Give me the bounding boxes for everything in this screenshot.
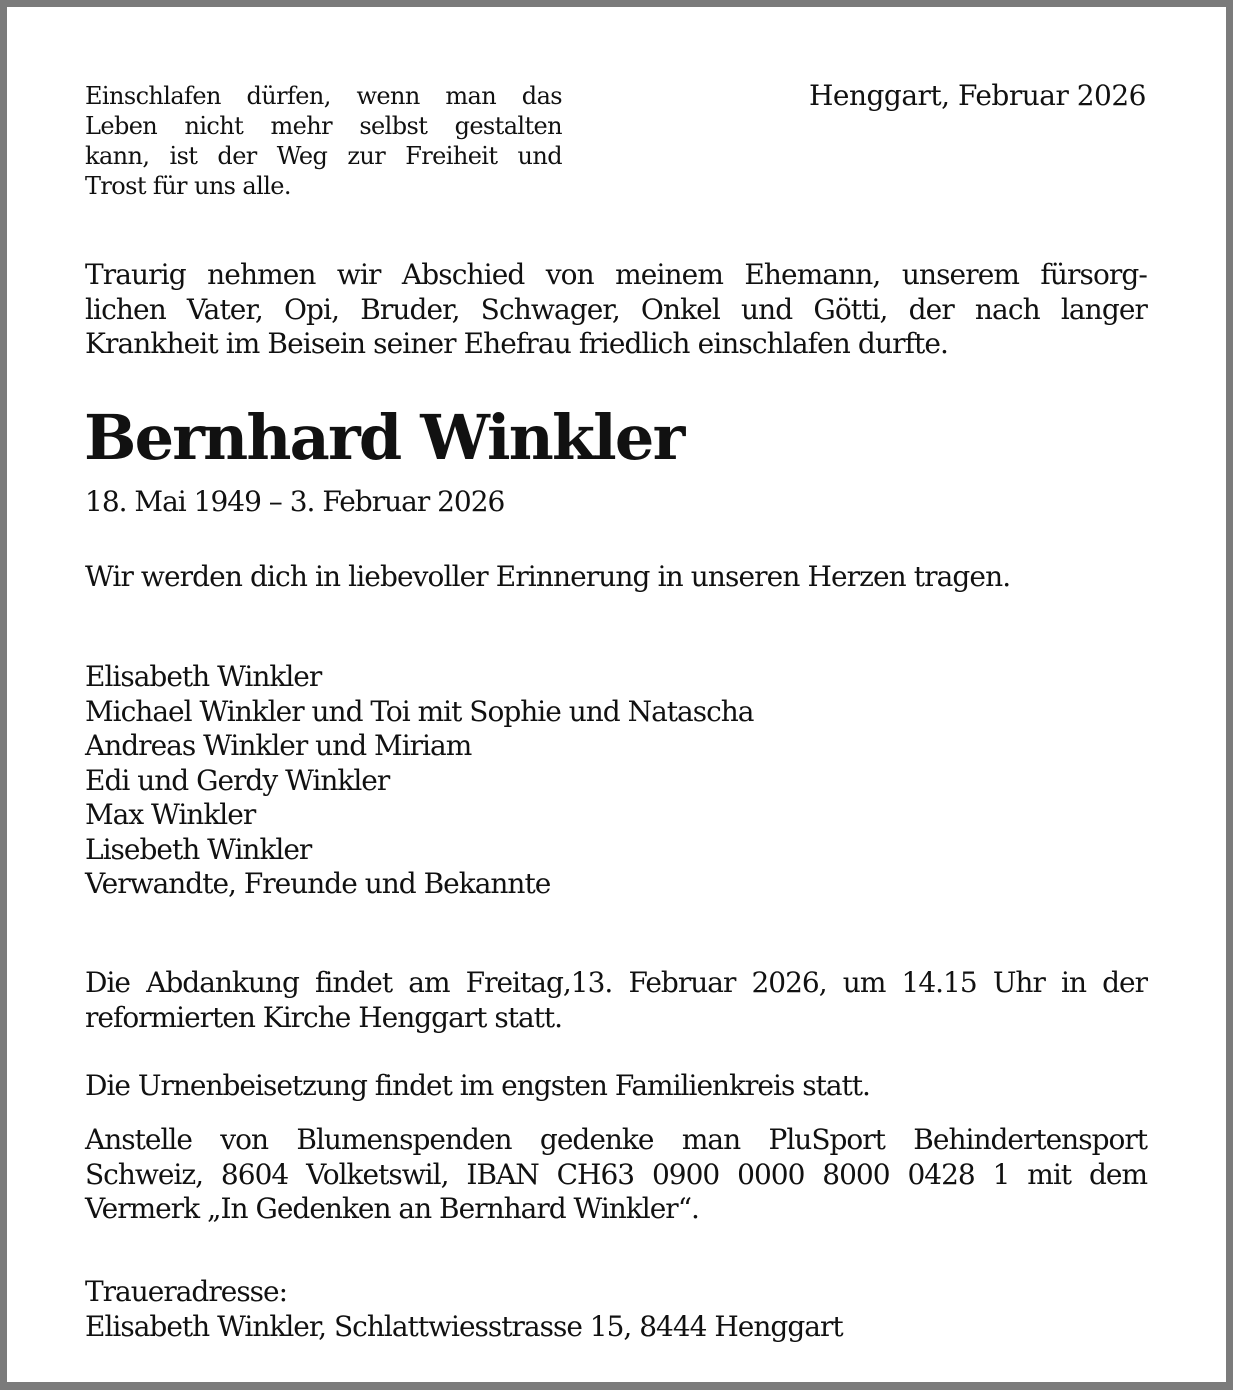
ceremony-line: reformierten Kirche Henggart statt. — [85, 1000, 563, 1034]
life-dates: 18. Mai 1949 – 3. Februar 2026 — [85, 485, 505, 518]
mourner-item: Max Winkler — [85, 798, 256, 831]
intro-paragraph — [85, 258, 1147, 362]
place-date-line: Henggart, Februar 2026 — [808, 79, 1146, 112]
mourner-item: Andreas Winkler und Miriam — [85, 729, 472, 762]
quote-line: Trost für uns alle. — [85, 172, 291, 200]
urn-burial-note: Die Urnenbeisetzung findet im engsten Familienkreis statt. — [85, 1069, 870, 1102]
address-label: Traueradresse: — [85, 1275, 288, 1308]
quote-line: kann, ist der Weg zur Freiheit und — [85, 142, 562, 170]
donation-line: Vermerk „In Gedenken an Bernhard Winkler“. — [85, 1192, 699, 1225]
mourning-address — [85, 1275, 843, 1344]
mourner-item: Elisabeth Winkler — [85, 660, 322, 693]
intro-line: Traurig nehmen wir Abschied von meinem Ehemann, unserem fürsorg- — [85, 258, 1147, 291]
ceremony-paragraph — [85, 966, 1147, 1035]
memory-line: Wir werden dich in liebevoller Erinnerung in unseren Herzen tragen. — [85, 560, 1011, 593]
donation-line: Anstelle von Blumenspenden gedenke man PluSport Behindertensport — [85, 1123, 1147, 1156]
donation-paragraph — [85, 1123, 1147, 1227]
intro-line: Krankheit im Beisein seiner Ehefrau friedlich einschlafen durfte. — [85, 327, 949, 360]
quote-line: Leben nicht mehr selbst gestalten — [85, 112, 562, 140]
intro-line: lichen Vater, Opi, Bruder, Schwager, Onkel und Götti, der nach langer — [85, 292, 1147, 326]
ceremony-line: Die Abdankung findet am Freitag,13. Februar 2026, um 14.15 Uhr in der — [85, 966, 1147, 999]
mourner-item: Verwandte, Freunde und Bekannte — [85, 867, 551, 900]
donation-line: Schweiz, 8604 Volketswil, IBAN CH63 0900 0000 8000 0428 1 mit dem — [85, 1157, 1147, 1191]
mourner-item: Michael Winkler und Toi mit Sophie und Natascha — [85, 694, 754, 728]
mourner-item: Lisebeth Winkler — [85, 832, 312, 866]
mourner-item: Edi und Gerdy Winkler — [85, 763, 390, 797]
quote-line: Einschlafen dürfen, wenn man das — [85, 82, 562, 110]
epigraph-quote — [85, 81, 562, 201]
obituary-page — [7, 7, 1226, 1382]
address-value: Elisabeth Winkler, Schlattwiesstrasse 15, 8444 Henggart — [85, 1309, 843, 1343]
mourners-list — [85, 660, 754, 902]
deceased-name: Bernhard Winkler — [84, 401, 684, 474]
